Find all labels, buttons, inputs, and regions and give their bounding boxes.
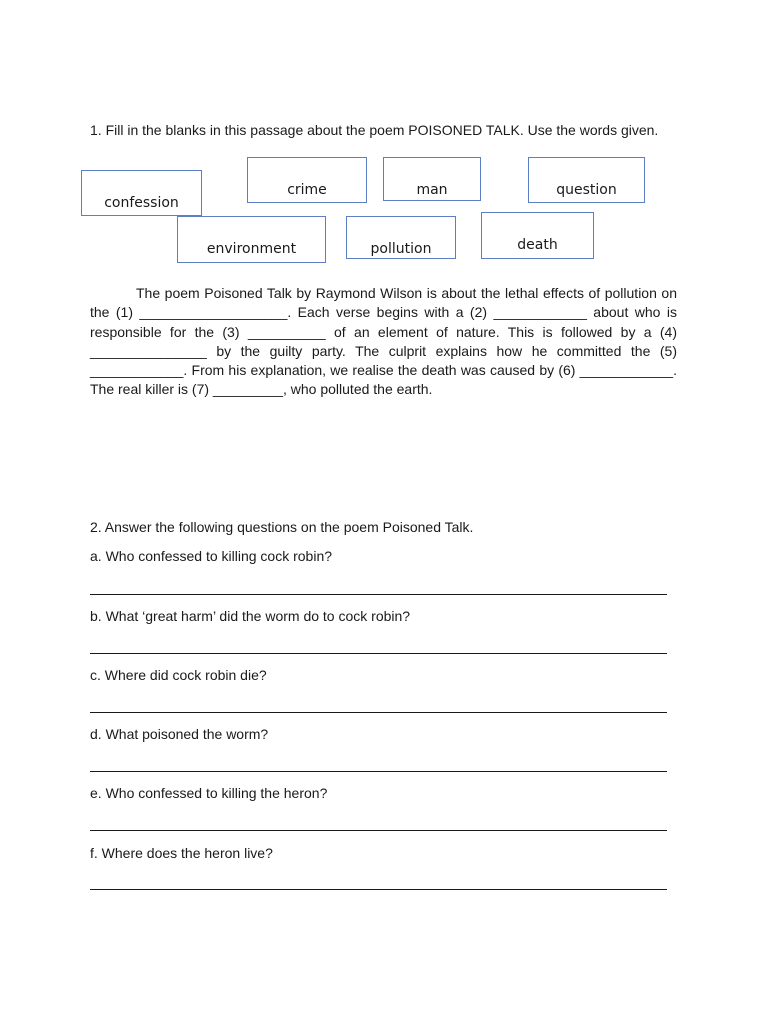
question-e: e. Who confessed to killing the heron?: [90, 785, 328, 801]
fill-in-passage: [90, 284, 677, 400]
word-death: death: [517, 237, 558, 253]
word-box-man: [383, 157, 481, 201]
answer-line-f[interactable]: [90, 889, 667, 890]
word-box-death: [481, 212, 594, 259]
answer-line-e[interactable]: [90, 830, 667, 831]
question-f: f. Where does the heron live?: [90, 845, 273, 861]
word-pollution: pollution: [370, 241, 432, 257]
question-c: c. Where did cock robin die?: [90, 667, 267, 683]
word-confession: confession: [104, 195, 179, 211]
answer-line-a[interactable]: [90, 594, 667, 595]
answer-line-b[interactable]: [90, 653, 667, 654]
word-box-crime: [247, 157, 367, 203]
word-box-environment: [177, 216, 326, 263]
answer-line-c[interactable]: [90, 712, 667, 713]
question-d: d. What poisoned the worm?: [90, 726, 269, 742]
word-environment: environment: [206, 241, 297, 257]
question-2-title: 2. Answer the following questions on the poem Poisoned Talk.: [90, 519, 474, 535]
question-a: a. Who confessed to killing cock robin?: [90, 548, 333, 564]
passage-text: The poem Poisoned Talk by Raymond Wilson is about the lethal effects of pollution on the (1) ___________________. Each verse begins with a (2) ____________ about who is responsible for the (3) __________ of an element of nature. This is followed by a (4) _______________ by the guilty party. The culprit explains how he committed the (5) ____________. From his explanation, we realise the death was caused by (6) ____________. The real killer is (7) _________, who polluted the earth.: [90, 285, 677, 398]
answer-line-d[interactable]: [90, 771, 667, 772]
word-box-question: [528, 157, 645, 203]
question-b: b. What ‘great harm’ did the worm do to cock robin?: [90, 608, 411, 624]
word-crime: crime: [287, 182, 327, 198]
word-man: man: [416, 182, 448, 198]
word-box-confession: [81, 170, 202, 216]
word-box-pollution: [346, 216, 456, 259]
word-question: question: [556, 182, 617, 198]
question-1-title: 1. Fill in the blanks in this passage about the poem POISONED TALK. Use the words given.: [90, 122, 659, 138]
